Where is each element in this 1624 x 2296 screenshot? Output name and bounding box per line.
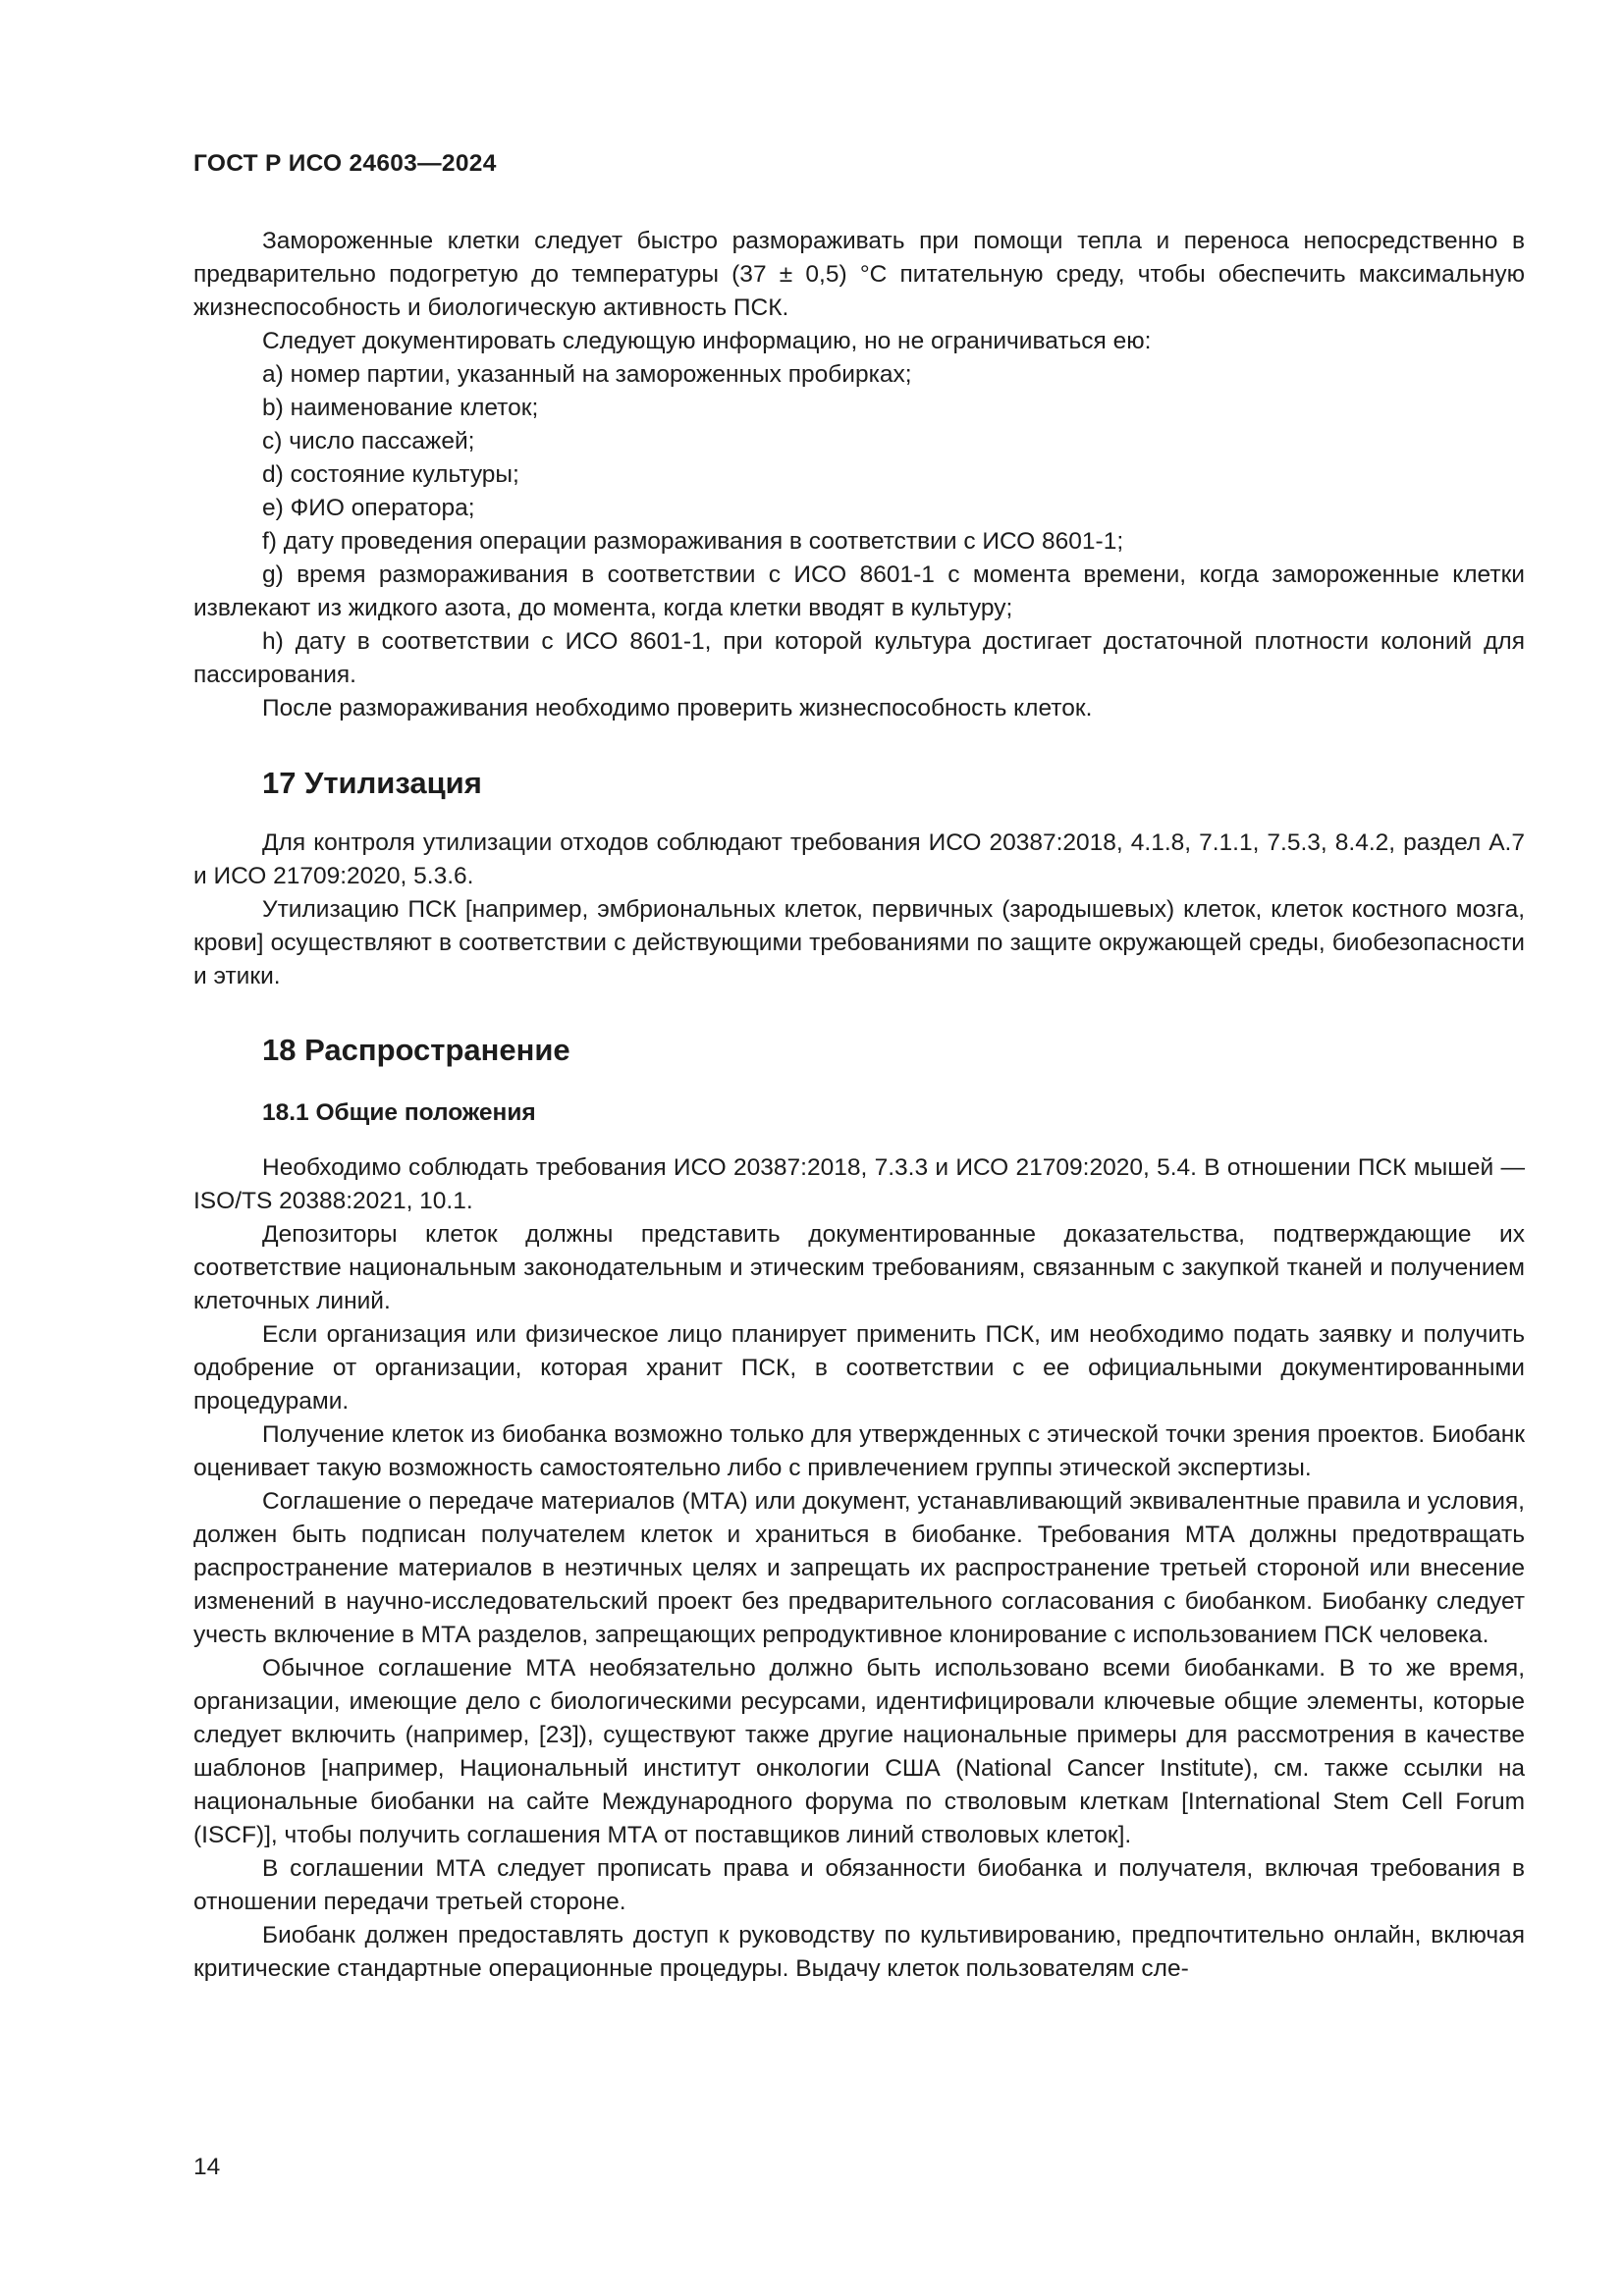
section-17-heading-block [193, 764, 1525, 803]
section-18-body [193, 1151, 1525, 1986]
list-item: d) состояние культуры; [262, 461, 519, 488]
paragraph: Следует документировать следующую информацию, но не ограничиваться ею: [262, 328, 1152, 354]
document-header: ГОСТ Р ИСО 24603—2024 [193, 150, 497, 177]
paragraph: Соглашение о передаче материалов (МТА) или документ, устанавливающий эквивалентные правила и условия, должен быть подписан получателем клеток и храниться в биобанке. Требования МТА должны предотвращать распространение материалов в неэтичных целях и запрещать их распространение третьей стороной или внесение изменений в научно-исследовательский проект без предварительного согласования с биобанком. Биобанку следует учесть включение в МТА разделов, запрещающих репродуктивное клонирование с использованием ПСК человека. [193, 1488, 1525, 1648]
paragraph: Для контроля утилизации отходов соблюдают требования ИСО 20387:2018, 4.1.8, 7.1.1, 7.5.3, 8.4.2, раздел А.7 и ИСО 21709:2020, 5.3.6. [193, 829, 1525, 889]
list-item: c) число пассажей; [262, 428, 475, 454]
list-item: a) номер партии, указанный на замороженных пробирках; [262, 361, 912, 388]
list-item: e) ФИО оператора; [262, 495, 475, 521]
paragraph: Если организация или физическое лицо планирует применить ПСК, им необходимо подать заявку и получить одобрение от организации, которая хранит ПСК, в соответствии с ее официальными документированными процедурами. [193, 1321, 1525, 1415]
paragraph: Биобанк должен предоставлять доступ к руководству по культивированию, предпочтительно онлайн, включая критические стандартные операционные процедуры. Выдачу клеток пользователям сле- [193, 1922, 1525, 1982]
paragraph: Замороженные клетки следует быстро размораживать при помощи тепла и переноса непосредственно в предварительно подогретую до температуры (37 ± 0,5) °С питательную среду, чтобы обеспечить максимальную жизнеспособность и биологическую активность ПСК. [193, 228, 1525, 321]
paragraph: Депозиторы клеток должны представить документированные доказательства, подтверждающие их соответствие национальным законодательным и этическим требованиям, связанным с закупкой тканей и получением клеточных линий. [193, 1221, 1525, 1314]
paragraph: В соглашении МТА следует прописать права и обязанности биобанка и получателя, включая требования в отношении передачи третьей стороне. [193, 1855, 1525, 1915]
paragraph: Получение клеток из биобанка возможно только для утвержденных с этической точки зрения проектов. Биобанк оценивает такую возможность самостоятельно либо с привлечением группы этической экспертизы. [193, 1421, 1525, 1481]
paragraph: После размораживания необходимо проверить жизнеспособность клеток. [262, 695, 1093, 721]
paragraph: Обычное соглашение МТА необязательно должно быть использовано всеми биобанками. В то же время, организации, имеющие дело с биологическими ресурсами, идентифицировали ключевые общие элементы, которые следует включить (например, [23]), существуют также другие национальные примеры для рассмотрения в качестве шаблонов [например, Национальный институт онкологии США (National Cancer Institute), см. также ссылки на национальные биобанки на сайте Международного форума по стволовым клеткам [International Stem Cell Forum (ISCF)], чтобы получить соглашения МТА от поставщиков линий стволовых клеток]. [193, 1655, 1525, 1848]
list-item: f) дату проведения операции размораживания в соответствии с ИСО 8601-1; [262, 528, 1124, 555]
section-17-title: 17 Утилизация [262, 766, 482, 800]
section-18-heading-block [193, 1031, 1525, 1070]
paragraph: Необходимо соблюдать требования ИСО 20387:2018, 7.3.3 и ИСО 21709:2020, 5.4. В отношении ПСК мышей — ISO/TS 20388:2021, 10.1. [193, 1154, 1525, 1214]
subsection-18-1-title: 18.1 Общие положения [262, 1099, 536, 1126]
section-17-body [193, 827, 1525, 993]
list-item: b) наименование клеток; [262, 395, 539, 421]
section-18-title: 18 Распространение [262, 1033, 570, 1067]
list-item: h) дату в соответствии с ИСО 8601-1, при которой культура достигает достаточной плотности колоний для пассирования. [193, 628, 1525, 688]
subsection-18-1-heading-block [193, 1096, 1525, 1130]
page-number: 14 [193, 2154, 221, 2180]
intro-block [193, 225, 1525, 725]
paragraph: Утилизацию ПСК [например, эмбриональных клеток, первичных (зародышевых) клеток, клеток костного мозга, крови] осуществляют в соответствии с действующими требованиями по защите окружающей среды, биобезопасности и этики. [193, 896, 1525, 989]
list-item: g) время размораживания в соответствии с ИСО 8601-1 с момента времени, когда замороженные клетки извлекают из жидкого азота, до момента, когда клетки вводят в культуру; [193, 561, 1525, 621]
